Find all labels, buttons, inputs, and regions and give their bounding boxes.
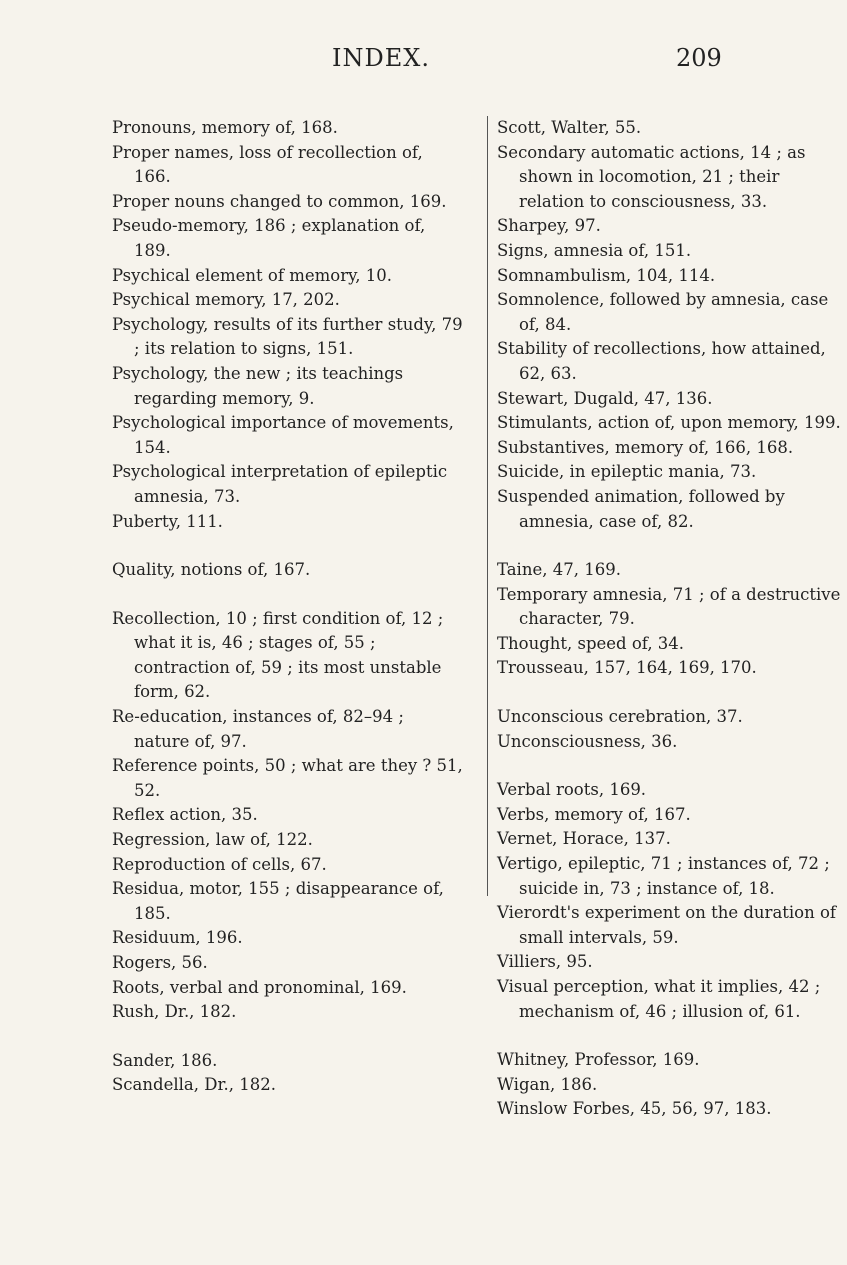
index-entry: Trousseau, 157, 164, 169, 170. — [497, 658, 757, 678]
index-entry: Verbal roots, 169. — [497, 780, 647, 800]
index-entry: Secondary automatic actions, 14 ; as shown in locomotion, 21 ; their relation to consciousness, 33. — [497, 142, 806, 211]
section-gap — [497, 534, 847, 558]
index-entry: Winslow Forbes, 45, 56, 97, 183. — [497, 1099, 772, 1119]
index-entry: Signs, amnesia of, 151. — [497, 240, 692, 260]
index-entry: Somnambulism, 104, 114. — [497, 265, 716, 285]
index-entry: Pseudo-memory, 186 ; explanation of, 189. — [112, 216, 426, 260]
index-entry: Recollection, 10 ; first condition of, 12 ; what it is, 46 ; stages of, 55 ; contraction of, 59 ; its most unstable form, 62. — [112, 608, 444, 702]
index-entry: Sharpey, 97. — [497, 216, 601, 236]
index-entry: Psychical element of memory, 10. — [112, 265, 392, 285]
index-entry: Quality, notions of, 167. — [112, 560, 311, 580]
index-entry: Reflex action, 35. — [112, 805, 258, 825]
section-gap — [112, 583, 464, 607]
section-gap — [112, 534, 464, 558]
index-entry: Verbs, memory of, 167. — [497, 804, 691, 824]
index-entry: Proper names, loss of recollection of, 166. — [112, 142, 423, 187]
index-column-left — [112, 116, 464, 1098]
page-number: 209 — [676, 44, 722, 72]
index-entry: Whitney, Professor, 169. — [497, 1050, 700, 1070]
index-entry: Re-education, instances of, 82–94 ; nature of, 97. — [112, 707, 404, 751]
index-entry: Psychological importance of movements, 154. — [112, 413, 454, 457]
index-entry: Vierordt's experiment on the duration of small intervals, 59. — [497, 903, 837, 947]
index-entry: Residuum, 196. — [112, 928, 243, 948]
index-entry: Sander, 186. — [112, 1050, 218, 1070]
index-entry: Rush, Dr., 182. — [112, 1002, 237, 1022]
section-gap — [497, 681, 847, 705]
index-entry: Stimulants, action of, upon memory, 199. — [497, 413, 841, 433]
index-entry: Suicide, in epileptic mania, 73. — [497, 462, 757, 482]
index-entry: Suspended animation, followed by amnesia, case of, 82. — [497, 486, 785, 531]
index-entry: Residua, motor, 155 ; disappearance of, 185. — [112, 879, 444, 923]
index-entry: Psychology, results of its further study, 79 ; its relation to signs, 151. — [112, 314, 463, 359]
index-entry: Scandella, Dr., 182. — [112, 1075, 276, 1095]
index-entry: Vernet, Horace, 137. — [497, 829, 671, 849]
page-header — [0, 44, 800, 84]
index-entry: Puberty, 111. — [112, 511, 223, 531]
index-column-right — [487, 116, 847, 1119]
index-entry: Psychology, the new ; its teachings regarding memory, 9. — [112, 363, 404, 408]
index-entry: Villiers, 95. — [497, 952, 593, 972]
index-entry: Visual perception, what it implies, 42 ; mechanism of, 46 ; illusion of, 61. — [497, 977, 821, 1021]
index-entry: Psychological interpretation of epileptic amnesia, 73. — [112, 462, 448, 506]
running-title: INDEX. — [332, 44, 430, 72]
index-entry: Temporary amnesia, 71 ; of a destructive character, 79. — [497, 584, 841, 629]
section-gap — [112, 1025, 464, 1049]
index-entry: Substantives, memory of, 166, 168. — [497, 437, 794, 457]
index-entry: Reference points, 50 ; what are they ? 51, 52. — [112, 756, 463, 800]
index-entry: Roots, verbal and pronominal, 169. — [112, 977, 407, 997]
index-entry: Proper nouns changed to common, 169. — [112, 191, 447, 211]
index-entry: Rogers, 56. — [112, 953, 208, 972]
index-entry: Taine, 47, 169. — [497, 560, 621, 580]
index-entry: Somnolence, followed by amnesia, case of, 84. — [497, 290, 829, 334]
section-gap — [497, 754, 847, 778]
index-entry: Stability of recollections, how attained, 62, 63. — [497, 339, 826, 383]
index-entry: Reproduction of cells, 67. — [112, 854, 327, 874]
index-entry: Regression, law of, 122. — [112, 830, 313, 850]
index-entry: Stewart, Dugald, 47, 136. — [497, 388, 713, 408]
index-entry: Vertigo, epileptic, 71 ; instances of, 72 ; suicide in, 73 ; instance of, 18. — [497, 854, 830, 898]
section-gap — [497, 1024, 847, 1048]
index-entry: Thought, speed of, 34. — [497, 633, 685, 653]
index-entry: Unconscious cerebration, 37. — [497, 707, 743, 727]
index-entry: Pronouns, memory of, 168. — [112, 118, 338, 137]
index-entry: Wigan, 186. — [497, 1074, 598, 1094]
index-entry: Psychical memory, 17, 202. — [112, 290, 340, 310]
index-entry: Unconsciousness, 36. — [497, 731, 678, 751]
index-entry: Scott, Walter, 55. — [497, 118, 642, 137]
